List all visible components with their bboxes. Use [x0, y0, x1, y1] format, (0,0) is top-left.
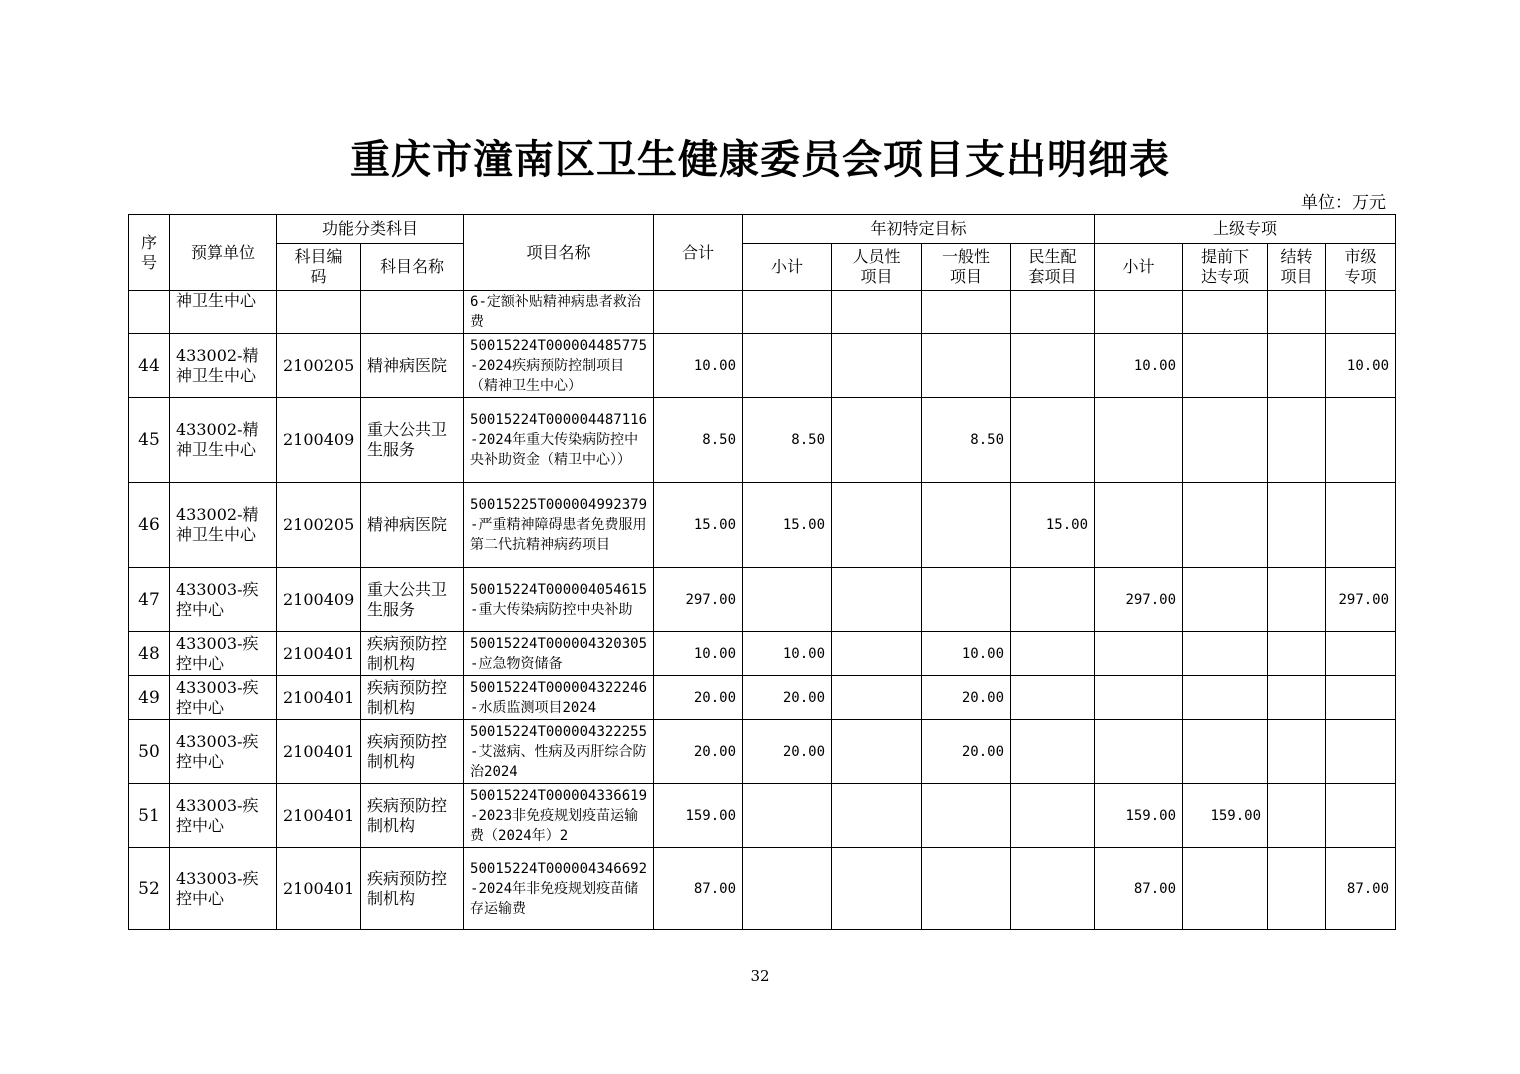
- cell-carryover: [1268, 784, 1326, 848]
- cell-total: 10.00: [654, 632, 743, 676]
- cell-code: 2100401: [277, 720, 361, 784]
- cell-project-name: 50015224T000004485775-2024疾病预防控制项目（精神卫生中心）: [464, 334, 654, 398]
- cell-personnel: [832, 291, 922, 334]
- cell-subject: 疾病预防控制机构: [361, 784, 464, 848]
- cell-project-name: 50015224T000004322246-水质监测项目2024: [464, 676, 654, 720]
- table-row: [129, 720, 1396, 784]
- cell-livelihood: [1011, 632, 1095, 676]
- cell-personnel: [832, 632, 922, 676]
- header-code: 科目编码: [277, 244, 361, 291]
- cell-code: 2100401: [277, 676, 361, 720]
- cell-subject: 疾病预防控制机构: [361, 676, 464, 720]
- cell-carryover: [1268, 291, 1326, 334]
- cell-sup-subtotal: [1095, 398, 1183, 483]
- cell-advance: [1183, 483, 1268, 568]
- cell-general: 20.00: [922, 720, 1011, 784]
- cell-carryover: [1268, 483, 1326, 568]
- cell-city: 87.00: [1326, 848, 1396, 930]
- cell-personnel: [832, 784, 922, 848]
- cell-sup-subtotal: 159.00: [1095, 784, 1183, 848]
- header-sup-subtotal: 小计: [1095, 244, 1183, 291]
- cell-total: 159.00: [654, 784, 743, 848]
- cell-livelihood: [1011, 848, 1095, 930]
- table-row: [129, 398, 1396, 483]
- cell-carryover: [1268, 676, 1326, 720]
- cell-livelihood: [1011, 334, 1095, 398]
- cell-sub-subtotal: [743, 291, 832, 334]
- cell-project-name: 50015224T000004054615-重大传染病防控中央补助: [464, 568, 654, 632]
- cell-code: 2100409: [277, 398, 361, 483]
- header-project-name: 项目名称: [464, 215, 654, 291]
- cell-unit: 433003-疾控中心: [170, 720, 277, 784]
- cell-carryover: [1268, 568, 1326, 632]
- cell-sub-subtotal: [743, 568, 832, 632]
- cell-advance: [1183, 291, 1268, 334]
- cell-seq: 51: [129, 784, 170, 848]
- expense-table: [128, 214, 1396, 930]
- cell-livelihood: [1011, 784, 1095, 848]
- cell-sup-subtotal: [1095, 720, 1183, 784]
- header-superior: 上级专项: [1095, 215, 1396, 244]
- cell-sub-subtotal: 10.00: [743, 632, 832, 676]
- header-subject-name: 科目名称: [361, 244, 464, 291]
- cell-seq: 50: [129, 720, 170, 784]
- cell-advance: [1183, 398, 1268, 483]
- cell-subject: 精神病医院: [361, 334, 464, 398]
- header-personnel: 人员性项目: [832, 244, 922, 291]
- cell-project-name: 50015225T000004992379-严重精神障碍患者免费服用第二代抗精神病药项目: [464, 483, 654, 568]
- cell-seq: 52: [129, 848, 170, 930]
- cell-sub-subtotal: [743, 784, 832, 848]
- cell-general: [922, 848, 1011, 930]
- cell-personnel: [832, 848, 922, 930]
- cell-total: [654, 291, 743, 334]
- cell-total: 20.00: [654, 720, 743, 784]
- cell-general: [922, 483, 1011, 568]
- cell-sup-subtotal: 87.00: [1095, 848, 1183, 930]
- cell-general: 20.00: [922, 676, 1011, 720]
- cell-subject: 精神病医院: [361, 483, 464, 568]
- cell-advance: [1183, 334, 1268, 398]
- cell-code: 2100409: [277, 568, 361, 632]
- cell-unit: 神卫生中心: [170, 291, 277, 334]
- cell-livelihood: 15.00: [1011, 483, 1095, 568]
- cell-personnel: [832, 398, 922, 483]
- cell-sup-subtotal: [1095, 483, 1183, 568]
- cell-general: 10.00: [922, 632, 1011, 676]
- cell-code: 2100205: [277, 483, 361, 568]
- cell-seq: 47: [129, 568, 170, 632]
- cell-livelihood: [1011, 398, 1095, 483]
- header-general: 一般性项目: [922, 244, 1011, 291]
- cell-general: [922, 291, 1011, 334]
- cell-total: 87.00: [654, 848, 743, 930]
- cell-project-name: 50015224T000004346692-2024年非免疫规划疫苗储存运输费: [464, 848, 654, 930]
- cell-project-name: 50015224T000004322255-艾滋病、性病及丙肝综合防治2024: [464, 720, 654, 784]
- cell-general: [922, 568, 1011, 632]
- table-row: [129, 632, 1396, 676]
- cell-city: [1326, 483, 1396, 568]
- cell-carryover: [1268, 398, 1326, 483]
- cell-total: 15.00: [654, 483, 743, 568]
- cell-sub-subtotal: [743, 848, 832, 930]
- cell-total: 20.00: [654, 676, 743, 720]
- cell-code: 2100401: [277, 784, 361, 848]
- cell-total: 8.50: [654, 398, 743, 483]
- cell-city: 10.00: [1326, 334, 1396, 398]
- cell-project-name: 6-定额补贴精神病患者救治费: [464, 291, 654, 334]
- table-row: [129, 676, 1396, 720]
- cell-general: [922, 784, 1011, 848]
- cell-subject: 疾病预防控制机构: [361, 848, 464, 930]
- cell-code: 2100205: [277, 334, 361, 398]
- cell-general: [922, 334, 1011, 398]
- cell-advance: [1183, 676, 1268, 720]
- cell-advance: [1183, 568, 1268, 632]
- cell-unit: 433003-疾控中心: [170, 784, 277, 848]
- header-total: 合计: [654, 215, 743, 291]
- table-row: [129, 568, 1396, 632]
- cell-city: [1326, 676, 1396, 720]
- cell-total: 297.00: [654, 568, 743, 632]
- cell-city: [1326, 784, 1396, 848]
- cell-sup-subtotal: 10.00: [1095, 334, 1183, 398]
- cell-project-name: 50015224T000004336619-2023非免疫规划疫苗运输费（2024年）2: [464, 784, 654, 848]
- cell-advance: 159.00: [1183, 784, 1268, 848]
- cell-seq: 45: [129, 398, 170, 483]
- table-row: [129, 784, 1396, 848]
- header-seq: 序号: [129, 215, 170, 291]
- header-carryover: 结转项目: [1268, 244, 1326, 291]
- cell-project-name: 50015224T000004320305-应急物资储备: [464, 632, 654, 676]
- cell-unit: 433003-疾控中心: [170, 848, 277, 930]
- cell-sub-subtotal: [743, 334, 832, 398]
- cell-livelihood: [1011, 676, 1095, 720]
- cell-city: [1326, 398, 1396, 483]
- header-sub-subtotal: 小计: [743, 244, 832, 291]
- cell-advance: [1183, 632, 1268, 676]
- cell-code: 2100401: [277, 632, 361, 676]
- cell-sub-subtotal: 8.50: [743, 398, 832, 483]
- header-livelihood: 民生配套项目: [1011, 244, 1095, 291]
- cell-project-name: 50015224T000004487116-2024年重大传染病防控中央补助资金（精卫中心））: [464, 398, 654, 483]
- unit-label: 单位：万元: [1301, 193, 1386, 213]
- cell-unit: 433002-精神卫生中心: [170, 398, 277, 483]
- cell-total: 10.00: [654, 334, 743, 398]
- cell-livelihood: [1011, 568, 1095, 632]
- cell-general: 8.50: [922, 398, 1011, 483]
- cell-advance: [1183, 848, 1268, 930]
- cell-seq: 46: [129, 483, 170, 568]
- header-city: 市级专项: [1326, 244, 1396, 291]
- header-advance: 提前下达专项: [1183, 244, 1268, 291]
- cell-unit: 433002-精神卫生中心: [170, 334, 277, 398]
- cell-sub-subtotal: 20.00: [743, 676, 832, 720]
- cell-sup-subtotal: [1095, 632, 1183, 676]
- cell-sup-subtotal: [1095, 291, 1183, 334]
- cell-advance: [1183, 720, 1268, 784]
- table-row: [129, 291, 1396, 334]
- cell-city: [1326, 720, 1396, 784]
- header-unit: 预算单位: [170, 215, 277, 291]
- cell-code: 2100401: [277, 848, 361, 930]
- cell-personnel: [832, 676, 922, 720]
- cell-sub-subtotal: 20.00: [743, 720, 832, 784]
- cell-seq: [129, 291, 170, 334]
- table-row: [129, 483, 1396, 568]
- table-row: [129, 334, 1396, 398]
- cell-carryover: [1268, 632, 1326, 676]
- cell-city: [1326, 291, 1396, 334]
- cell-subject: 疾病预防控制机构: [361, 720, 464, 784]
- cell-subject: 疾病预防控制机构: [361, 632, 464, 676]
- cell-city: 297.00: [1326, 568, 1396, 632]
- page-number: 32: [750, 967, 770, 985]
- cell-unit: 433003-疾控中心: [170, 568, 277, 632]
- cell-unit: 433003-疾控中心: [170, 632, 277, 676]
- cell-personnel: [832, 568, 922, 632]
- cell-city: [1326, 632, 1396, 676]
- cell-subject: 重大公共卫生服务: [361, 398, 464, 483]
- cell-subject: 重大公共卫生服务: [361, 568, 464, 632]
- header-func-class: 功能分类科目: [277, 215, 464, 244]
- cell-sup-subtotal: 297.00: [1095, 568, 1183, 632]
- cell-carryover: [1268, 848, 1326, 930]
- cell-seq: 48: [129, 632, 170, 676]
- page-title: 重庆市潼南区卫生健康委员会项目支出明细表: [350, 136, 1170, 183]
- cell-livelihood: [1011, 720, 1095, 784]
- cell-seq: 49: [129, 676, 170, 720]
- cell-unit: 433002-精神卫生中心: [170, 483, 277, 568]
- cell-personnel: [832, 720, 922, 784]
- cell-sup-subtotal: [1095, 676, 1183, 720]
- cell-code: [277, 291, 361, 334]
- cell-personnel: [832, 334, 922, 398]
- table-row: [129, 848, 1396, 930]
- cell-seq: 44: [129, 334, 170, 398]
- cell-carryover: [1268, 720, 1326, 784]
- cell-carryover: [1268, 334, 1326, 398]
- cell-personnel: [832, 483, 922, 568]
- cell-unit: 433003-疾控中心: [170, 676, 277, 720]
- cell-sub-subtotal: 15.00: [743, 483, 832, 568]
- cell-livelihood: [1011, 291, 1095, 334]
- cell-subject: [361, 291, 464, 334]
- header-initial-target: 年初特定目标: [743, 215, 1095, 244]
